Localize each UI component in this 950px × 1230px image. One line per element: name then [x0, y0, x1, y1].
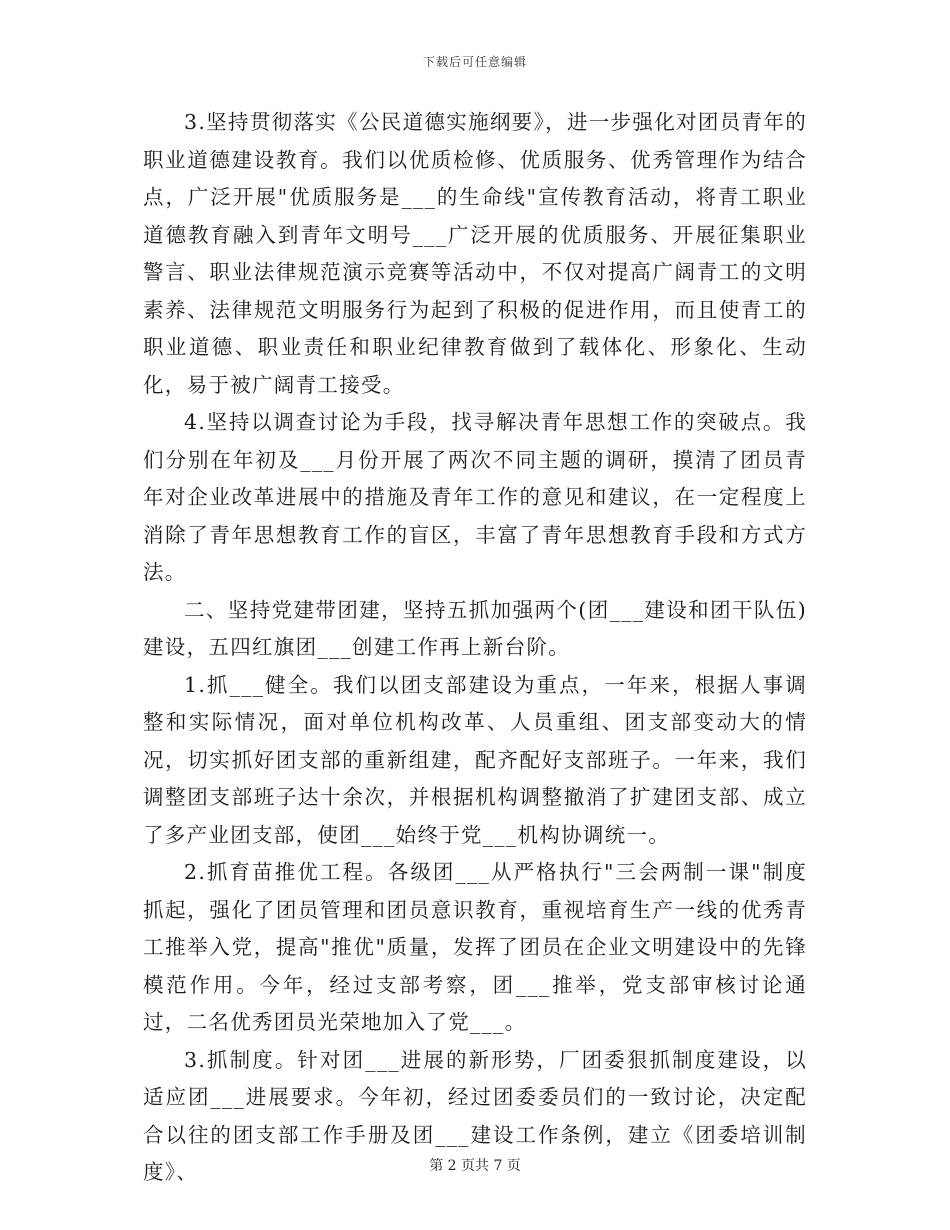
paragraph-research-survey: 4.坚持以调查讨论为手段，找寻解决青年思想工作的突破点。我们分别在年初及___月份开展了两次不同主题的调研，摸清了团员青年对企业改革进展中的措施及青年工作的意见和建议，在一定程度上消除了青年思想教育工作的盲区，丰富了青年思想教育手段和方式方法。: [143, 410, 807, 584]
paragraph-cultivation-program: 2.抓育苗推优工程。各级团___从严格执行"三会两制一课"制度抓起，强化了团员管理和团员意识教育，重视培育生产一线的优秀青工推举入党，提高"推优"质量，发挥了团员在企业文明建设中的先锋模范作用。今年，经过支部考察，团___推举，党支部审核讨论通过，二名优秀团员光荣地加入了党___。: [143, 860, 807, 1034]
paragraph-organization-building: 1.抓___健全。我们以团支部建设为重点，一年来，根据人事调整和实际情况，面对单位机构改革、人员重组、团支部变动大的情况，切实抓好团支部的重新组建，配齐配好支部班子。一年来，我们调整团支部班子达十余次，并根据机构调整撤消了扩建团支部、成立了多产业团支部，使团___始终于党___机构协调统一。: [143, 672, 807, 847]
page-header: 下载后可任意编辑: [422, 55, 527, 69]
paragraph-system-building: 3.抓制度。针对团___进展的新形势，厂团委狠抓制度建设，以适应团___进展要求。今年初，经过团委委员们的一致讨论，决定配合以往的团支部工作手册及团___建设工作条例，建立《团委培训制度》、: [143, 1047, 807, 1184]
document-body: [143, 104, 807, 1192]
paragraph-section-two-heading: 二、坚持党建带团建，坚持五抓加强两个(团___建设和团干队伍)建设，五四红旗团___创建工作再上新台阶。: [143, 597, 807, 659]
paragraph-ethics-education: 3.坚持贯彻落实《公民道德实施纲要》，进一步强化对团员青年的职业道德建设教育。我们以优质检修、优质服务、优秀管理作为结合点，广泛开展"优质服务是___的生命线"宣传教育活动，将青工职业道德教育融入到青年文明号___广泛开展的优质服务、开展征集职业警言、职业法律规范演示竞赛等活动中，不仅对提高广阔青工的文明素养、法律规范文明服务行为起到了积极的促进作用，而且使青工的职业道德、职业责任和职业纪律教育做到了载体化、形象化、生动化，易于被广阔青工接受。: [143, 110, 807, 397]
page-number: 第 2 页共 7 页: [429, 1158, 521, 1174]
